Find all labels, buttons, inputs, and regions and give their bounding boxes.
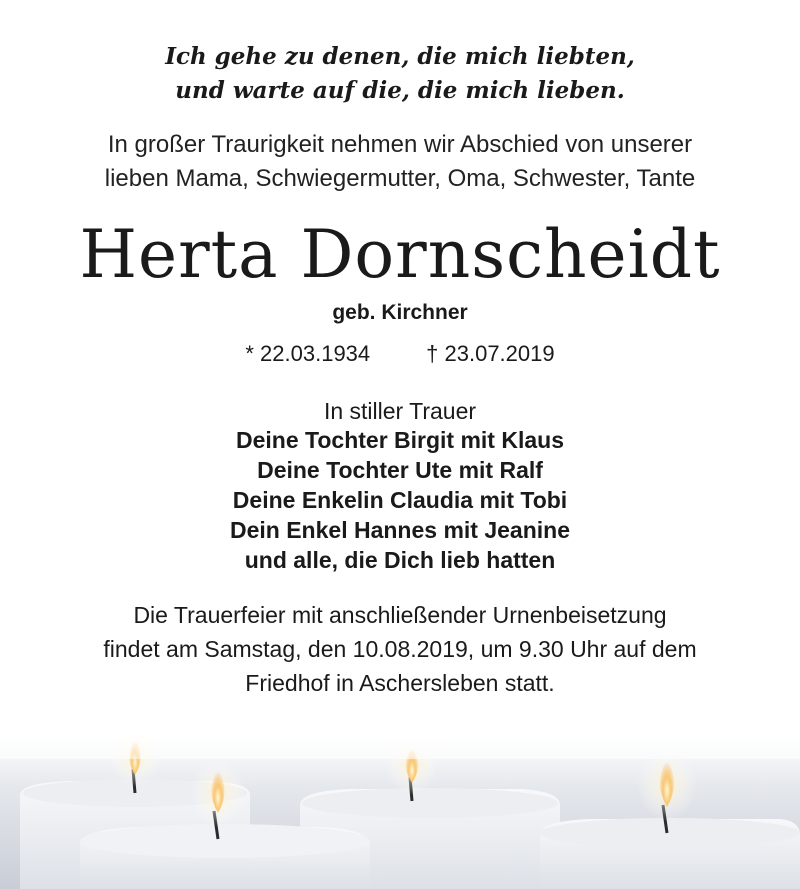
mourner-2: Deine Tochter Ute mit Ralf [257, 457, 543, 483]
mourning-line: In stiller Trauer [323, 398, 477, 424]
mourner-4: Dein Enkel Hannes mit Jeanine [229, 517, 570, 543]
service-line-1: Die Trauerfeier mit anschließender Urnenbeisetzung [133, 602, 667, 628]
mourners-list [0, 425, 800, 575]
quote-line-1: Ich gehe zu denen, die mich liebten, [165, 43, 635, 70]
death-date: † 23.07.2019 [426, 341, 555, 366]
deceased-name: Herta Dornscheidt [79, 216, 721, 293]
mourner-5: und alle, die Dich lieb hatten [244, 547, 556, 573]
quote-line-2: und warte auf die, die mich lieben. [175, 77, 625, 104]
mourner-1: Deine Tochter Birgit mit Klaus [235, 427, 564, 453]
birth-date: * 22.03.1934 [245, 341, 371, 366]
funeral-service-info [0, 598, 800, 700]
life-dates [0, 336, 800, 372]
mourner-3: Deine Enkelin Claudia mit Tobi [232, 487, 568, 513]
memorial-quote [0, 40, 800, 108]
intro-line-1: In großer Traurigkeit nehmen wir Abschied von unserer [107, 131, 693, 158]
candles-image [0, 735, 800, 889]
service-line-3: Friedhof in Aschersleben statt. [245, 670, 555, 696]
service-line-2: findet am Samstag, den 10.08.2019, um 9.30 Uhr auf dem [103, 636, 697, 662]
maiden-name: geb. Kirchner [332, 301, 468, 324]
announcement-intro [0, 128, 800, 196]
intro-line-2: lieben Mama, Schwiegermutter, Oma, Schwester, Tante [104, 165, 696, 192]
